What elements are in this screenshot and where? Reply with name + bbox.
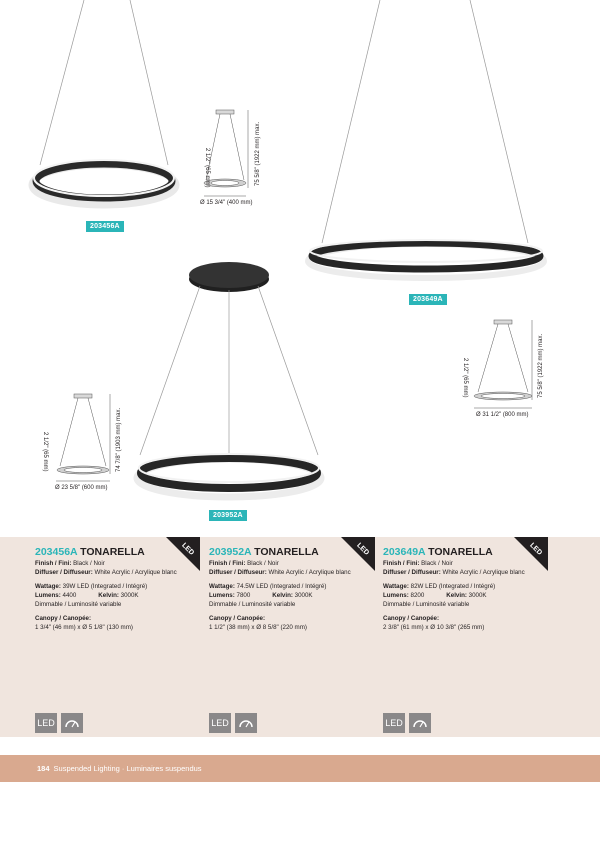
- feature-icons-203456A: [35, 713, 83, 733]
- dimmable-line: Dimmable / Luminosité variable: [383, 601, 470, 608]
- product-name: TONARELLA: [428, 546, 493, 558]
- pendant-203952A-image: [137, 262, 321, 497]
- lumens-kelvin-line: Lumens: 8200 Kelvin: 3000K: [383, 592, 487, 599]
- product-tag-203456A: 203456A: [86, 221, 124, 232]
- dimension-drawing-203952A: [56, 394, 110, 481]
- canopy-value: 1 3/4" (46 mm) x Ø 5 1/8" (130 mm): [35, 624, 133, 631]
- height-label-203649A: 75 5/8" (1922 mm) max.: [538, 333, 544, 398]
- finish-line: Finish / Fini: Black / Noir: [35, 560, 105, 567]
- diffuser-line: Diffuser / Diffuseur: White Acrylic / Acrylique blanc: [383, 569, 525, 576]
- height-label-203952A: 74 7/8" (1903 mm) max.: [116, 407, 122, 472]
- product-name: TONARELLA: [254, 546, 319, 558]
- cable-label-203456A: 2 1/2" (65 mm): [204, 148, 210, 188]
- canopy-value: 2 3/8" (61 mm) x Ø 10 3/8" (265 mm): [383, 624, 485, 631]
- product-name: TONARELLA: [80, 546, 145, 558]
- product-spec-203649A: [383, 545, 553, 632]
- diameter-label-203649A: Ø 31 1/2" (800 mm): [476, 412, 529, 418]
- dimmable-icon: [235, 713, 257, 733]
- canopy-value: 1 1/2" (38 mm) x Ø 8 5/8" (220 mm): [209, 624, 307, 631]
- product-title: [35, 545, 205, 559]
- canopy-label: Canopy / Canopée:: [35, 615, 92, 622]
- dimension-drawing-203456A: [204, 110, 248, 196]
- cable-label-203952A: 2 1/2" (65 mm): [42, 432, 48, 472]
- led-icon: LED: [35, 713, 57, 733]
- canopy-label: Canopy / Canopée:: [209, 615, 266, 622]
- product-spec-203952A: [209, 545, 379, 632]
- section-title: Suspended Lighting · Luminaires suspendus: [53, 764, 202, 773]
- wattage-line: Wattage: 39W LED (Integrated / Intégré): [35, 583, 148, 590]
- product-code: 203649A: [383, 546, 426, 558]
- pendant-203456A-image: [32, 0, 176, 205]
- diffuser-line: Diffuser / Diffuseur: White Acrylic / Acrylique blanc: [209, 569, 351, 576]
- led-corner-text: LED: [355, 541, 371, 557]
- page-number: 184: [37, 764, 50, 773]
- product-title: [209, 545, 379, 559]
- height-label-203456A: 75 5/8" (1922 mm) max.: [255, 121, 261, 186]
- finish-line: Finish / Fini: Black / Noir: [209, 560, 279, 567]
- finish-line: Finish / Fini: Black / Noir: [383, 560, 453, 567]
- dimmable-icon: [409, 713, 431, 733]
- dimmable-line: Dimmable / Luminosité variable: [209, 601, 296, 608]
- product-code: 203456A: [35, 546, 78, 558]
- feature-icons-203649A: [383, 713, 431, 733]
- cable-label-203649A: 2 1/2" (65 mm): [462, 358, 468, 398]
- product-spec-203456A: [35, 545, 205, 632]
- led-icon: LED: [209, 713, 231, 733]
- canopy-label: Canopy / Canopée:: [383, 615, 440, 622]
- lumens-kelvin-line: Lumens: 7800 Kelvin: 3000K: [209, 592, 313, 599]
- product-code: 203952A: [209, 546, 252, 558]
- product-title: [383, 545, 553, 559]
- diameter-label-203952A: Ø 23 5/8" (600 mm): [55, 485, 108, 491]
- led-corner-text: LED: [528, 541, 544, 557]
- wattage-line: Wattage: 74.5W LED (Integrated / Intégré): [209, 583, 327, 590]
- dimmable-icon: [61, 713, 83, 733]
- led-icon: LED: [383, 713, 405, 733]
- feature-icons-203952A: [209, 713, 257, 733]
- lumens-kelvin-line: Lumens: 4400 Kelvin: 3000K: [35, 592, 139, 599]
- dimension-drawing-203649A: [474, 320, 532, 408]
- led-corner-text: LED: [180, 541, 196, 557]
- footer-text: [37, 764, 202, 773]
- product-tag-203649A: 203649A: [409, 294, 447, 305]
- diameter-label-203456A: Ø 15 3/4" (400 mm): [200, 200, 253, 206]
- product-tag-203952A: 203952A: [209, 510, 247, 521]
- diffuser-line: Diffuser / Diffuseur: White Acrylic / Acrylique blanc: [35, 569, 177, 576]
- pendant-203649A-image: [308, 0, 544, 278]
- dimmable-line: Dimmable / Luminosité variable: [35, 601, 122, 608]
- wattage-line: Wattage: 82W LED (Integrated / Intégré): [383, 583, 496, 590]
